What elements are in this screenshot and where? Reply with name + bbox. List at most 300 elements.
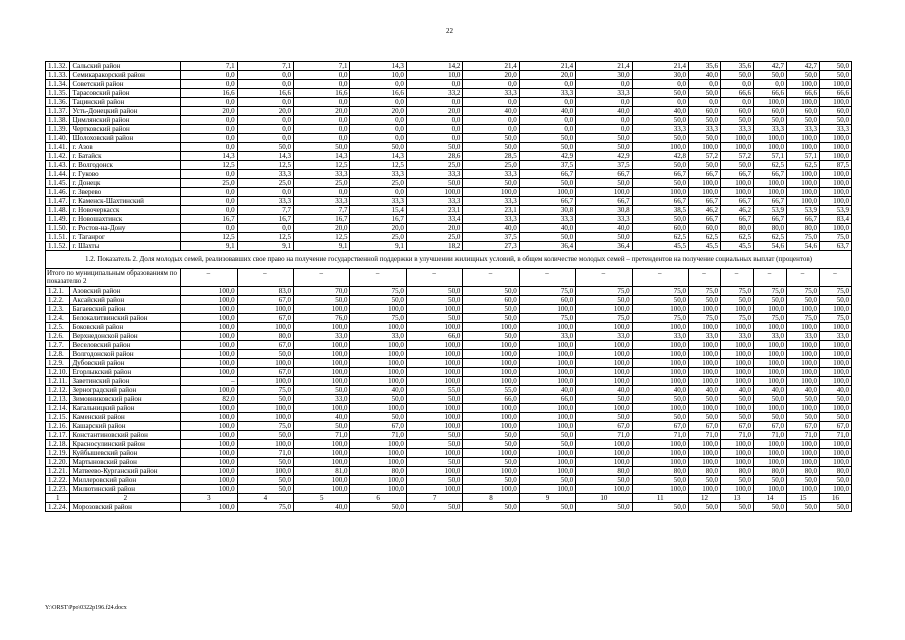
value-cell: 66,6 xyxy=(819,89,851,98)
value-cell: 66,7 xyxy=(689,170,721,179)
value-cell: 100,0 xyxy=(181,359,237,368)
row-number: 1.2.10. xyxy=(46,368,70,377)
value-cell: 100,0 xyxy=(753,404,786,413)
value-cell: 50,0 xyxy=(463,179,519,188)
value-cell: 67,0 xyxy=(350,422,406,431)
value-cell: 50,0 xyxy=(350,413,406,422)
value-cell: 71,0 xyxy=(786,431,819,440)
value-cell: 100,0 xyxy=(406,485,462,494)
value-cell: 33,3 xyxy=(819,125,851,134)
value-cell: 50,0 xyxy=(753,476,786,485)
value-cell: 60,0 xyxy=(819,107,851,116)
value-cell: 100,0 xyxy=(786,377,819,386)
value-cell: 100,0 xyxy=(181,332,237,341)
value-cell: 0,0 xyxy=(632,80,688,89)
table-row xyxy=(46,404,852,413)
value-cell: 33,3 xyxy=(463,170,519,179)
value-cell: 100,0 xyxy=(786,404,819,413)
value-cell: 33,0 xyxy=(350,332,406,341)
value-cell: 100,0 xyxy=(406,449,462,458)
value-cell: 0,0 xyxy=(406,125,462,134)
value-cell: 50,0 xyxy=(406,440,462,449)
value-cell: 100,0 xyxy=(463,467,519,476)
value-cell: 50,0 xyxy=(406,503,462,512)
value-cell: 50,0 xyxy=(632,116,688,125)
value-cell: 27,3 xyxy=(463,242,519,251)
value-cell: 50,0 xyxy=(406,395,462,404)
value-cell: 71,0 xyxy=(753,431,786,440)
value-cell: 50,0 xyxy=(237,431,293,440)
value-cell: 100,0 xyxy=(181,296,237,305)
value-cell: 100,0 xyxy=(819,152,851,161)
value-cell: 100,0 xyxy=(181,386,237,395)
value-cell: 67,0 xyxy=(237,314,293,323)
value-cell: 100,0 xyxy=(294,350,350,359)
value-cell: 66,7 xyxy=(519,197,575,206)
municipality-name: Морозовский район xyxy=(70,503,181,512)
column-number: 12 xyxy=(689,494,721,503)
municipality-name: Чертковский район xyxy=(70,125,181,134)
value-cell: 0,0 xyxy=(576,80,632,89)
value-cell: 100,0 xyxy=(753,368,786,377)
value-cell: 100,0 xyxy=(786,359,819,368)
value-cell: 100,0 xyxy=(294,377,350,386)
column-number: 15 xyxy=(786,494,819,503)
value-cell: 60,0 xyxy=(786,107,819,116)
value-cell: 100,0 xyxy=(576,440,632,449)
row-number: 1.2.3. xyxy=(46,305,70,314)
value-cell: 50,0 xyxy=(350,143,406,152)
value-cell: 100,0 xyxy=(786,143,819,152)
value-cell: 20,0 xyxy=(237,107,293,116)
value-cell: 50,0 xyxy=(689,89,721,98)
value-cell: 30,0 xyxy=(632,71,688,80)
value-cell: 50,0 xyxy=(819,476,851,485)
value-cell: 100,0 xyxy=(181,485,237,494)
value-cell: 14,3 xyxy=(181,152,237,161)
value-cell: 50,0 xyxy=(632,395,688,404)
value-cell: 0,0 xyxy=(181,134,237,143)
value-cell: 28,5 xyxy=(463,152,519,161)
value-cell: 57,1 xyxy=(786,152,819,161)
value-cell: 0,0 xyxy=(237,125,293,134)
value-cell: 100,0 xyxy=(181,476,237,485)
value-cell: 50,0 xyxy=(576,134,632,143)
value-cell: 100,0 xyxy=(632,143,688,152)
value-cell: 100,0 xyxy=(753,377,786,386)
row-number: 1.1.42. xyxy=(46,152,70,161)
municipality-name: г. Каменск-Шахтинский xyxy=(70,197,181,206)
value-cell: 25,0 xyxy=(406,233,462,242)
value-cell: 81,0 xyxy=(294,467,350,476)
value-cell: 16,6 xyxy=(294,89,350,98)
value-cell: 50,0 xyxy=(237,476,293,485)
value-cell: 100,0 xyxy=(786,440,819,449)
value-cell: 33,3 xyxy=(632,125,688,134)
value-cell: 7,7 xyxy=(237,206,293,215)
value-cell: 14,3 xyxy=(294,152,350,161)
row-number: 1.2.16. xyxy=(46,422,70,431)
value-cell: 50,0 xyxy=(406,179,462,188)
value-cell: 42,9 xyxy=(519,152,575,161)
row-number: 1.1.36. xyxy=(46,98,70,107)
table-row xyxy=(46,359,852,368)
municipality-name: Цимлянский район xyxy=(70,116,181,125)
value-cell: 100,0 xyxy=(181,467,237,476)
value-cell: 33,3 xyxy=(689,125,721,134)
value-cell: 0,0 xyxy=(720,98,753,107)
value-cell: 100,0 xyxy=(819,440,851,449)
value-cell: 100,0 xyxy=(294,440,350,449)
value-cell: 0,0 xyxy=(350,116,406,125)
value-cell: 100,0 xyxy=(632,440,688,449)
column-number: 5 xyxy=(294,494,350,503)
value-cell: 50,0 xyxy=(753,71,786,80)
municipality-name: Красносулинский район xyxy=(70,440,181,449)
value-cell: 100,0 xyxy=(632,368,688,377)
value-cell: 100,0 xyxy=(576,458,632,467)
value-cell: 42,8 xyxy=(632,152,688,161)
value-cell: 100,0 xyxy=(181,368,237,377)
value-cell: 14,3 xyxy=(237,152,293,161)
value-cell: 0,0 xyxy=(181,143,237,152)
value-cell: 50,0 xyxy=(519,233,575,242)
value-cell: 71,0 xyxy=(576,431,632,440)
value-cell: 100,0 xyxy=(237,305,293,314)
value-cell: 100,0 xyxy=(632,449,688,458)
value-cell: 100,0 xyxy=(786,134,819,143)
value-cell: 50,0 xyxy=(576,179,632,188)
value-cell: 100,0 xyxy=(519,485,575,494)
value-cell: 100,0 xyxy=(576,359,632,368)
value-cell: 0,0 xyxy=(350,80,406,89)
value-cell: 100,0 xyxy=(753,485,786,494)
value-cell: 100,0 xyxy=(350,440,406,449)
row-number: 1.2.21. xyxy=(46,467,70,476)
value-cell: 100,0 xyxy=(576,188,632,197)
value-cell: 100,0 xyxy=(406,341,462,350)
value-cell: 100,0 xyxy=(720,179,753,188)
value-cell: 67,0 xyxy=(689,422,721,431)
value-cell: 100,0 xyxy=(350,341,406,350)
value-cell: 100,0 xyxy=(786,170,819,179)
total-value-cell: – xyxy=(237,269,293,287)
value-cell: 53,9 xyxy=(786,206,819,215)
value-cell: 50,0 xyxy=(576,143,632,152)
row-number: 1.2.13. xyxy=(46,395,70,404)
row-number: 1.1.40. xyxy=(46,134,70,143)
municipality-name: Верхнедонской район xyxy=(70,332,181,341)
value-cell: 100,0 xyxy=(463,422,519,431)
value-cell: 50,0 xyxy=(294,386,350,395)
value-cell: 55,0 xyxy=(463,386,519,395)
value-cell: 80,0 xyxy=(753,224,786,233)
value-cell: 100,0 xyxy=(519,413,575,422)
value-cell: 82,0 xyxy=(181,395,237,404)
value-cell: 66,0 xyxy=(463,395,519,404)
value-cell: 50,0 xyxy=(519,503,575,512)
value-cell: 80,0 xyxy=(350,467,406,476)
table-row xyxy=(46,503,852,512)
value-cell: 100,0 xyxy=(720,377,753,386)
value-cell: 100,0 xyxy=(237,467,293,476)
municipality-name: Мартыновский район xyxy=(70,458,181,467)
value-cell: – xyxy=(181,377,237,386)
value-cell: 100,0 xyxy=(632,404,688,413)
value-cell: 100,0 xyxy=(519,341,575,350)
table-row xyxy=(46,467,852,476)
value-cell: 40,0 xyxy=(294,413,350,422)
value-cell: 100,0 xyxy=(632,323,688,332)
value-cell: 50,0 xyxy=(786,476,819,485)
value-cell: 0,0 xyxy=(406,80,462,89)
value-cell: 100,0 xyxy=(181,404,237,413)
value-cell: 12,5 xyxy=(237,161,293,170)
value-cell: 40,0 xyxy=(753,386,786,395)
value-cell: 100,0 xyxy=(350,485,406,494)
value-cell: 16,6 xyxy=(350,89,406,98)
value-cell: 0,0 xyxy=(519,125,575,134)
value-cell: 66,0 xyxy=(519,395,575,404)
municipality-name: Сальский район xyxy=(70,62,181,71)
value-cell: 12,5 xyxy=(350,161,406,170)
value-cell: 100,0 xyxy=(632,305,688,314)
value-cell: 100,0 xyxy=(350,359,406,368)
value-cell: 50,0 xyxy=(689,116,721,125)
table-row xyxy=(46,71,852,80)
row-number: 1.1.32. xyxy=(46,62,70,71)
value-cell: 50,0 xyxy=(294,296,350,305)
value-cell: 66,7 xyxy=(753,170,786,179)
value-cell: 100,0 xyxy=(463,377,519,386)
row-number: 1.1.41. xyxy=(46,143,70,152)
value-cell: 100,0 xyxy=(632,350,688,359)
value-cell: 60,0 xyxy=(720,107,753,116)
table-row xyxy=(46,431,852,440)
value-cell: 33,3 xyxy=(786,125,819,134)
value-cell: 50,0 xyxy=(689,476,721,485)
value-cell: 100,0 xyxy=(819,359,851,368)
value-cell: 21,4 xyxy=(576,62,632,71)
value-cell: 50,0 xyxy=(463,458,519,467)
table-row xyxy=(46,314,852,323)
value-cell: 83,0 xyxy=(237,287,293,296)
value-cell: 71,0 xyxy=(237,449,293,458)
value-cell: 40,0 xyxy=(350,386,406,395)
value-cell: 100,0 xyxy=(181,323,237,332)
municipality-name: Азовский район xyxy=(70,287,181,296)
value-cell: 50,0 xyxy=(350,395,406,404)
value-cell: 54,6 xyxy=(753,242,786,251)
value-cell: 100,0 xyxy=(181,422,237,431)
value-cell: 60,0 xyxy=(463,296,519,305)
table-row xyxy=(46,125,852,134)
value-cell: 9,1 xyxy=(237,242,293,251)
municipality-name: Зимовниковский район xyxy=(70,395,181,404)
value-cell: 25,0 xyxy=(294,179,350,188)
value-cell: 100,0 xyxy=(753,305,786,314)
municipality-name: Кагальницкий район xyxy=(70,404,181,413)
value-cell: 12,5 xyxy=(294,161,350,170)
value-cell: 0,0 xyxy=(294,98,350,107)
row-number: 1.1.33. xyxy=(46,71,70,80)
value-cell: 100,0 xyxy=(350,404,406,413)
value-cell: 0,0 xyxy=(720,80,753,89)
value-cell: 20,0 xyxy=(294,224,350,233)
value-cell: 71,0 xyxy=(720,431,753,440)
row-number: 1.2.19. xyxy=(46,449,70,458)
column-number: 2 xyxy=(70,494,181,503)
value-cell: 100,0 xyxy=(689,377,721,386)
value-cell: 100,0 xyxy=(294,323,350,332)
value-cell: 50,0 xyxy=(720,161,753,170)
value-cell: 0,0 xyxy=(350,125,406,134)
value-cell: 100,0 xyxy=(689,440,721,449)
value-cell: 100,0 xyxy=(720,404,753,413)
row-number: 1.1.52. xyxy=(46,242,70,251)
table-row xyxy=(46,89,852,98)
value-cell: 67,0 xyxy=(819,422,851,431)
value-cell: 33,3 xyxy=(237,197,293,206)
value-cell: 50,0 xyxy=(753,413,786,422)
value-cell: 62,5 xyxy=(753,161,786,170)
value-cell: 100,0 xyxy=(632,458,688,467)
value-cell: 37,5 xyxy=(519,161,575,170)
municipality-name: Егорлыкский район xyxy=(70,368,181,377)
value-cell: 75,0 xyxy=(519,287,575,296)
footer-file-path: Y:\ORST\Ppo\0322p196.f24.docx xyxy=(45,605,127,611)
table-row xyxy=(46,368,852,377)
value-cell: 67,0 xyxy=(576,422,632,431)
value-cell: 50,0 xyxy=(819,62,851,71)
value-cell: 62,5 xyxy=(689,233,721,242)
value-cell: 50,0 xyxy=(819,71,851,80)
table-row xyxy=(46,323,852,332)
value-cell: 100,0 xyxy=(720,305,753,314)
value-cell: 33,0 xyxy=(576,332,632,341)
value-cell: 9,1 xyxy=(350,242,406,251)
table-row xyxy=(46,98,852,107)
value-cell: 50,0 xyxy=(720,395,753,404)
table-row xyxy=(46,215,852,224)
value-cell: 50,0 xyxy=(519,440,575,449)
value-cell: 100,0 xyxy=(819,305,851,314)
value-cell: 100,0 xyxy=(406,368,462,377)
row-number: 1.2.15. xyxy=(46,413,70,422)
row-number: 1.2.5. xyxy=(46,323,70,332)
value-cell: 16,6 xyxy=(181,89,237,98)
value-cell: 21,4 xyxy=(463,62,519,71)
municipality-name: г. Шахты xyxy=(70,242,181,251)
value-cell: 50,0 xyxy=(819,116,851,125)
value-cell: 63,7 xyxy=(819,242,851,251)
value-cell: 50,0 xyxy=(406,296,462,305)
value-cell: 100,0 xyxy=(689,188,721,197)
value-cell: 100,0 xyxy=(350,350,406,359)
value-cell: 50,0 xyxy=(689,503,721,512)
value-cell: 80,0 xyxy=(753,467,786,476)
value-cell: 54,6 xyxy=(786,242,819,251)
value-cell: 50,0 xyxy=(753,503,786,512)
value-cell: 75,0 xyxy=(819,233,851,242)
value-cell: 0,0 xyxy=(576,98,632,107)
value-cell: 100,0 xyxy=(463,350,519,359)
value-cell: 0,0 xyxy=(237,224,293,233)
value-cell: 20,0 xyxy=(406,107,462,116)
value-cell: 9,1 xyxy=(294,242,350,251)
table-row xyxy=(46,170,852,179)
value-cell: 60,0 xyxy=(753,107,786,116)
value-cell: 100,0 xyxy=(463,404,519,413)
value-cell: 20,0 xyxy=(350,107,406,116)
value-cell: 100,0 xyxy=(237,440,293,449)
value-cell: 100,0 xyxy=(350,377,406,386)
value-cell: 100,0 xyxy=(720,341,753,350)
value-cell: 50,0 xyxy=(237,395,293,404)
value-cell: 100,0 xyxy=(576,368,632,377)
value-cell: 66,7 xyxy=(786,215,819,224)
value-cell: 0,0 xyxy=(181,71,237,80)
value-cell: 25,0 xyxy=(463,161,519,170)
value-cell: 33,3 xyxy=(463,89,519,98)
total-value-cell: – xyxy=(294,269,350,287)
value-cell: 80,0 xyxy=(720,467,753,476)
value-cell: 100,0 xyxy=(576,449,632,458)
table-row xyxy=(46,107,852,116)
value-cell: 100,0 xyxy=(237,413,293,422)
row-number: 1.1.37. xyxy=(46,107,70,116)
value-cell: 50,0 xyxy=(819,503,851,512)
value-cell: 9,1 xyxy=(181,242,237,251)
total-value-cell: – xyxy=(519,269,575,287)
value-cell: 50,0 xyxy=(463,287,519,296)
value-cell: 100,0 xyxy=(786,188,819,197)
value-cell: 100,0 xyxy=(519,404,575,413)
value-cell: 100,0 xyxy=(576,305,632,314)
value-cell: 16,7 xyxy=(350,215,406,224)
value-cell: 40,0 xyxy=(576,386,632,395)
value-cell: 0,0 xyxy=(576,125,632,134)
indicator-table xyxy=(45,61,852,512)
value-cell: 50,0 xyxy=(237,143,293,152)
value-cell: 33,0 xyxy=(819,332,851,341)
value-cell: 40,0 xyxy=(519,224,575,233)
table-row xyxy=(46,233,852,242)
table-row xyxy=(46,350,852,359)
value-cell: 0,0 xyxy=(632,98,688,107)
value-cell: 0,0 xyxy=(294,116,350,125)
value-cell: 100,0 xyxy=(519,305,575,314)
value-cell: 66,7 xyxy=(720,197,753,206)
value-cell: 75,0 xyxy=(819,287,851,296)
table-row xyxy=(46,305,852,314)
value-cell: 45,5 xyxy=(632,242,688,251)
municipality-name: г. Донецк xyxy=(70,179,181,188)
value-cell: 100,0 xyxy=(819,341,851,350)
municipality-name: г. Батайск xyxy=(70,152,181,161)
value-cell: 33,0 xyxy=(786,332,819,341)
value-cell: 50,0 xyxy=(819,395,851,404)
value-cell: 0,0 xyxy=(519,116,575,125)
value-cell: 40,0 xyxy=(786,386,819,395)
column-number: 13 xyxy=(720,494,753,503)
value-cell: 0,0 xyxy=(294,71,350,80)
value-cell: 75,0 xyxy=(237,386,293,395)
value-cell: 100,0 xyxy=(720,440,753,449)
value-cell: 100,0 xyxy=(786,305,819,314)
page-number: 22 xyxy=(446,27,453,35)
value-cell: 100,0 xyxy=(519,323,575,332)
